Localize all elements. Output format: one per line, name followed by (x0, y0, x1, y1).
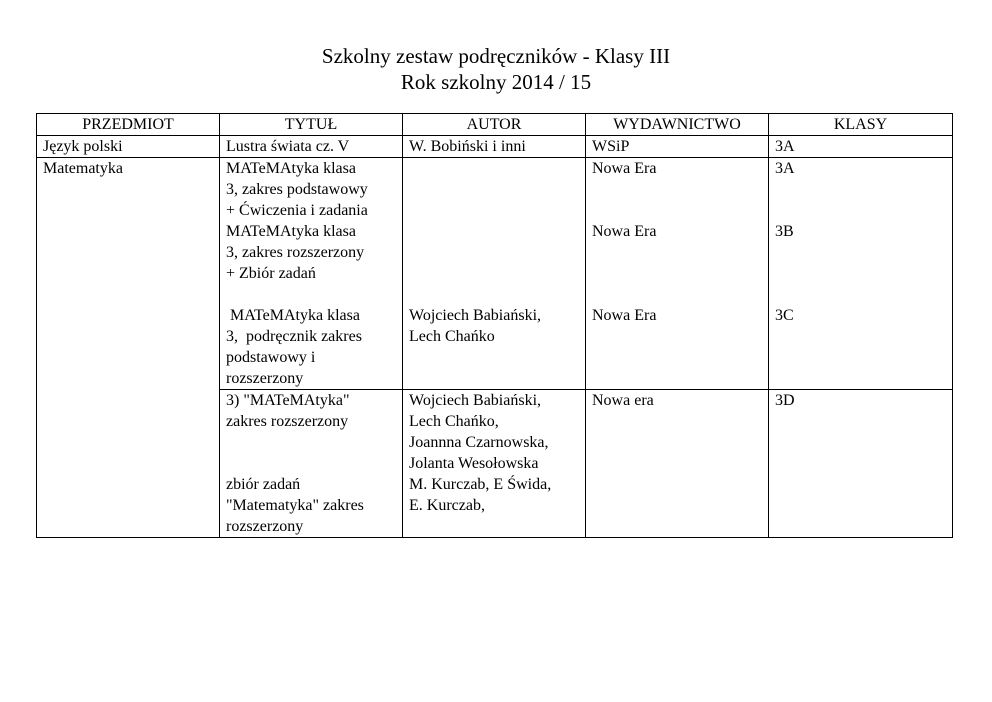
title-line: 3, zakres podstawowy (226, 181, 368, 198)
cell-subject: Język polski (37, 136, 220, 158)
title-line: 3) "MATeMAtyka" (226, 392, 350, 409)
document-title: Szkolny zestaw podręczników - Klasy III (321, 44, 671, 68)
author-line: Joannna Czarnowska, (409, 434, 549, 451)
title-line: "Matematyka" zakres (226, 497, 364, 514)
header-tytul: TYTUŁ (220, 114, 403, 136)
publisher-line: Nowa Era (592, 160, 657, 177)
publisher-line: Nowa Era (592, 223, 657, 240)
header-wydawnictwo: WYDAWNICTWO (586, 114, 769, 136)
title-line: zbiór zadań (226, 476, 301, 493)
cell-author (403, 158, 586, 390)
cell-title (220, 158, 403, 390)
title-line: + Ćwiczenia i zadania (226, 202, 368, 219)
author-line: Wojciech Babiański, (409, 392, 542, 409)
cell-title: Lustra świata cz. V (220, 136, 403, 158)
title-line: rozszerzony (226, 370, 304, 387)
cell-subject: Matematyka (37, 158, 220, 538)
table-header-row (37, 114, 953, 136)
cell-publisher: WSiP (586, 136, 769, 158)
table-row (37, 136, 953, 158)
cell-title (220, 390, 403, 538)
title-line: 3, zakres rozszerzony (226, 244, 365, 261)
classes-line: 3C (775, 307, 794, 324)
title-line: MATeMAtyka klasa (226, 160, 356, 177)
header-przedmiot: PRZEDMIOT (37, 114, 220, 136)
classes-line: 3B (775, 223, 794, 240)
header-autor: AUTOR (403, 114, 586, 136)
author-line: Wojciech Babiański, (409, 307, 542, 324)
cell-author (403, 390, 586, 538)
author-line: Lech Chańko (409, 328, 495, 345)
title-line: + Zbiór zadań (226, 265, 316, 282)
author-line: Jolanta Wesołowska (409, 455, 539, 472)
publisher-line: Nowa Era (592, 307, 657, 324)
title-line: MATeMAtyka klasa (226, 307, 360, 324)
cell-classes: 3A (769, 136, 953, 158)
title-line: zakres rozszerzony (226, 413, 349, 430)
table-row (37, 158, 953, 390)
title-line: 3, podręcznik zakres (226, 328, 362, 345)
author-line: M. Kurczab, E Świda, (409, 476, 552, 493)
cell-classes: 3D (769, 390, 953, 538)
cell-publisher: Nowa era (586, 390, 769, 538)
classes-line: 3A (775, 160, 795, 177)
title-line: rozszerzony (226, 518, 304, 535)
cell-publisher (586, 158, 769, 390)
header-klasy: KLASY (769, 114, 953, 136)
author-line: E. Kurczab, (409, 497, 485, 514)
title-line: podstawowy i (226, 349, 316, 366)
author-line: Lech Chańko, (409, 413, 499, 430)
document-subtitle: Rok szkolny 2014 / 15 (400, 70, 592, 94)
title-line: MATeMAtyka klasa (226, 223, 356, 240)
textbook-table (36, 113, 953, 538)
cell-classes (769, 158, 953, 390)
cell-author: W. Bobiński i inni (403, 136, 586, 158)
